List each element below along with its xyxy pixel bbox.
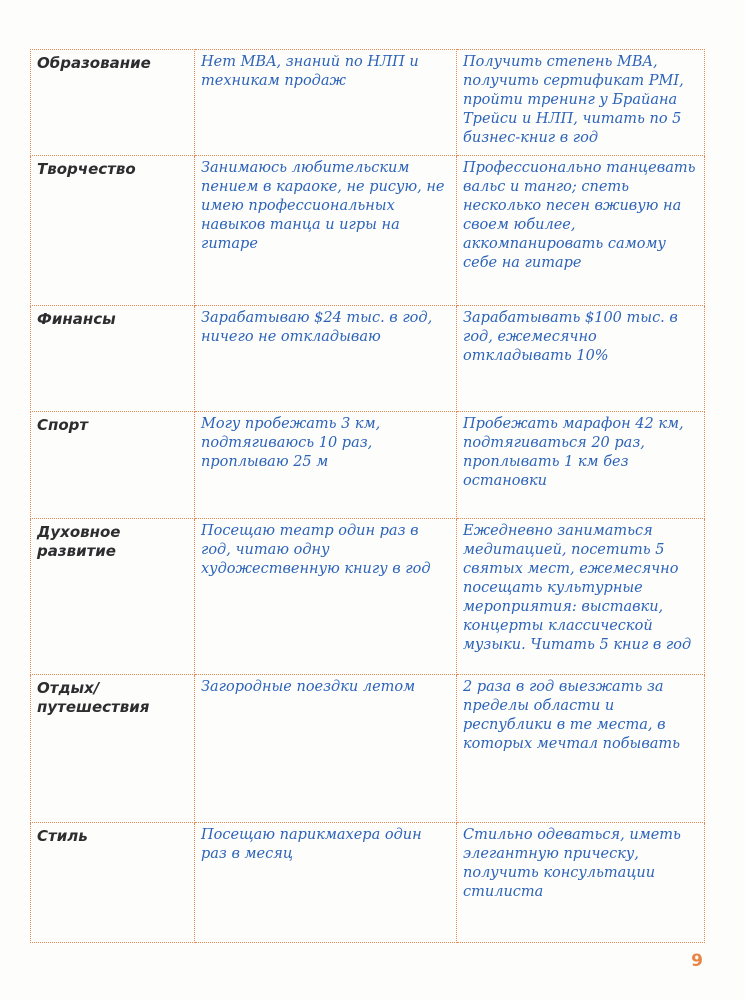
category-cell: Спорт [31,412,195,519]
table-row [31,675,705,823]
goal-cell: 2 раза в год выезжать за пределы области и республики в те места, в которых мечтал побывать [457,675,705,823]
current-state-cell: Посещаю парикмахера один раз в месяц [195,823,457,943]
goal-cell: Ежедневно заниматься медитацией, посетить 5 святых мест, ежемесячно посещать культурные мероприятия: выставки, концерты классической музыки. Читать 5 книг в год [457,519,705,675]
current-state-cell: Зарабатываю $24 тыс. в год, ничего не откладываю [195,306,457,412]
category-cell: Финансы [31,306,195,412]
table-row [31,412,705,519]
goal-cell: Пробежать марафон 42 км, подтягиваться 20 раз, проплывать 1 км без остановки [457,412,705,519]
category-cell: Отдых/ путешествия [31,675,195,823]
table-row [31,50,705,156]
current-state-cell: Занимаюсь любительским пением в караоке, не рисую, не имею профессиональных навыков танца и игры на гитаре [195,156,457,306]
category-cell: Творчество [31,156,195,306]
goals-table [30,49,705,943]
goal-cell: Получить степень MBA, получить сертификат PMI, пройти тренинг у Брайана Трейси и НЛП, читать по 5 бизнес-книг в год [457,50,705,156]
current-state-cell: Нет MBA, знаний по НЛП и техникам продаж [195,50,457,156]
category-cell: Образование [31,50,195,156]
current-state-cell: Загородные поездки летом [195,675,457,823]
category-cell: Духовное развитие [31,519,195,675]
table-row [31,156,705,306]
category-cell: Стиль [31,823,195,943]
table-row [31,306,705,412]
goal-cell: Стильно одеваться, иметь элегантную прическу, получить консультации стилиста [457,823,705,943]
goal-cell: Зарабатывать $100 тыс. в год, ежемесячно откладывать 10% [457,306,705,412]
goal-cell: Профессионально танцевать вальс и танго; спеть несколько песен вживую на своем юбилее, аккомпанировать самому себе на гитаре [457,156,705,306]
table-row [31,519,705,675]
current-state-cell: Могу пробежать 3 км, подтягиваюсь 10 раз, проплываю 25 м [195,412,457,519]
page-number: 9 [691,951,703,971]
current-state-cell: Посещаю театр один раз в год, читаю одну художественную книгу в год [195,519,457,675]
table-row [31,823,705,943]
